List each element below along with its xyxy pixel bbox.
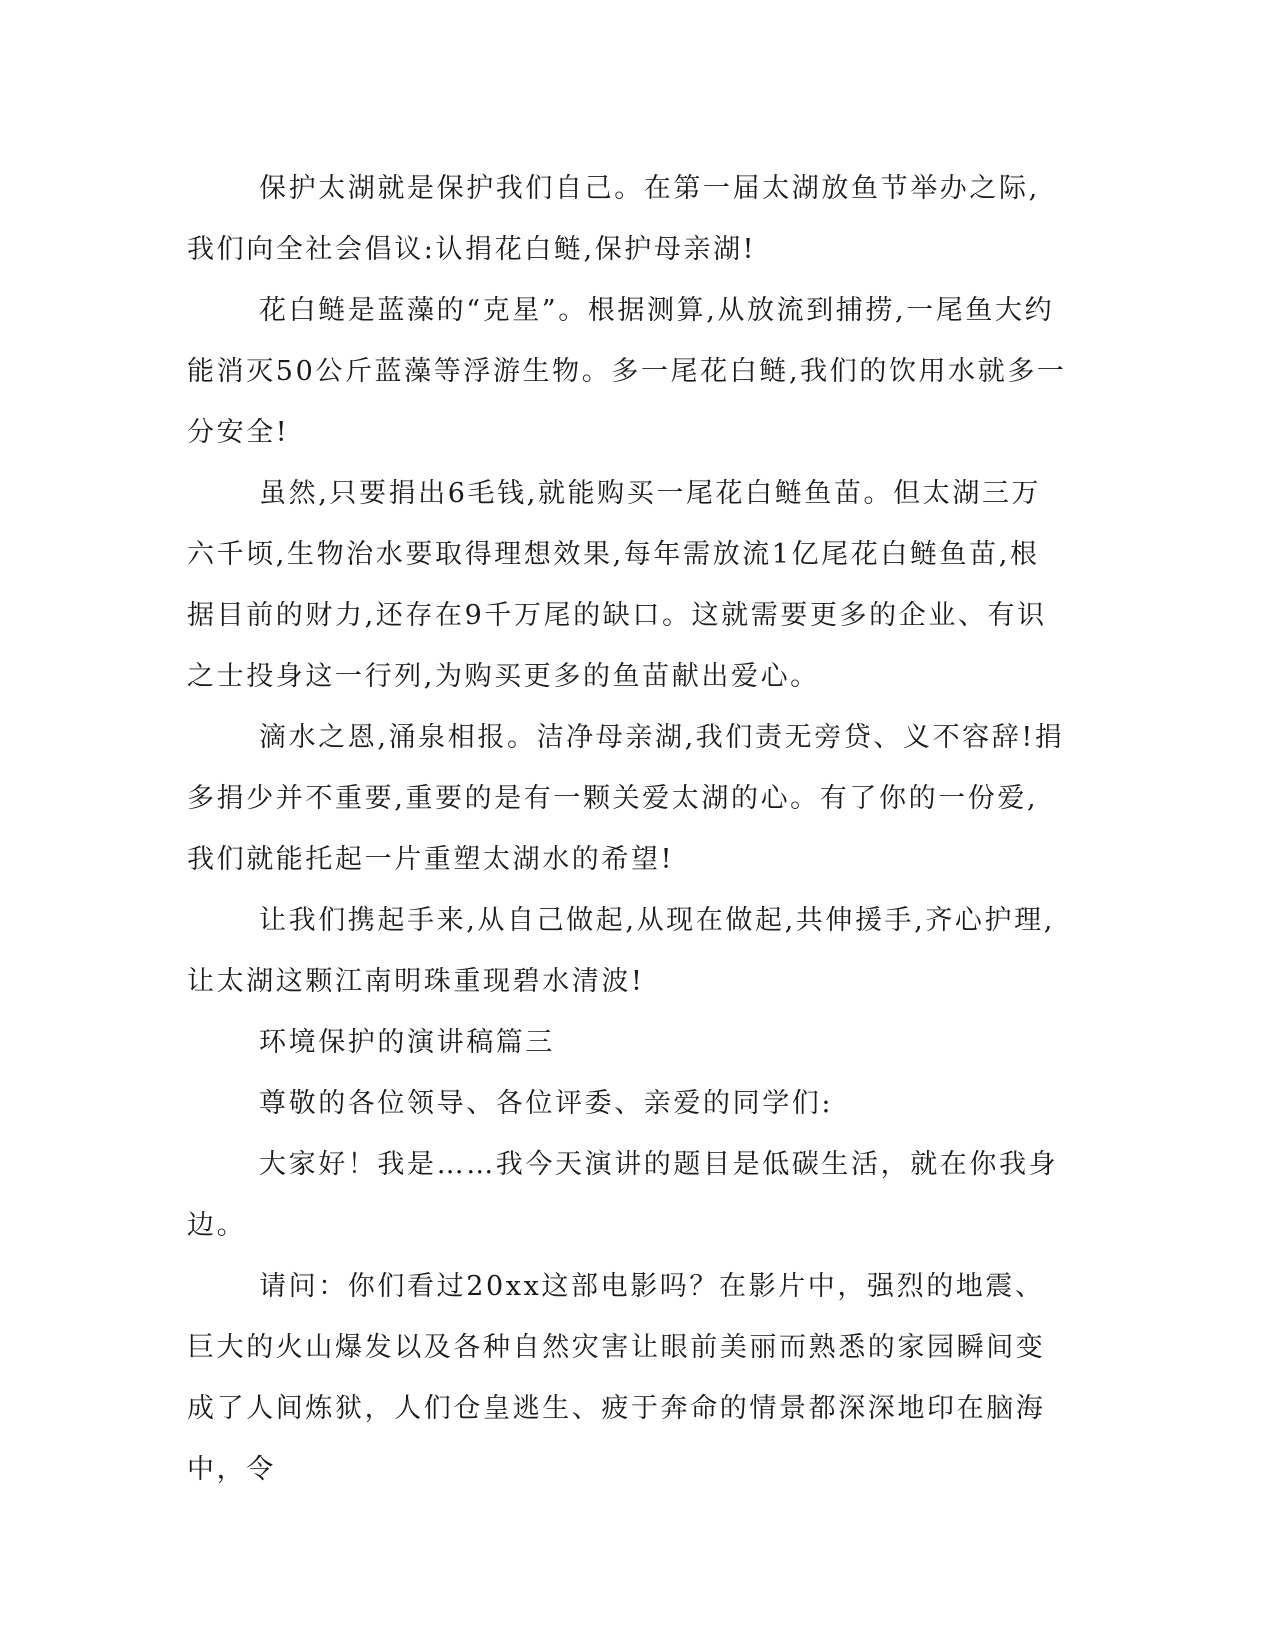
paragraph-silver-carp: 花白鲢是蓝藻的“克星”。根据测算,从放流到捕捞,一尾鱼大约能消灭50公斤蓝藻等浮游生物。多一尾花白鲢,我们的饮用水就多一分安全! — [187, 295, 1067, 448]
section-title: 环境保护的演讲稿篇三 — [259, 1027, 555, 1058]
paragraph-gratitude: 滴水之恩,涌泉相报。洁净母亲湖,我们责无旁贷、义不容辞!捐多捐少并不重要,重要的是有一颗关爱太湖的心。有了你的一份爱,我们就能托起一片重塑太湖水的希望! — [187, 722, 1065, 875]
salutation: 尊敬的各位领导、各位评委、亲爱的同学们: — [259, 1088, 834, 1119]
document-body — [187, 158, 1067, 1500]
greeting-paragraph: 大家好！我是……我今天演讲的题目是低碳生活，就在你我身边。 — [187, 1149, 1059, 1241]
paragraph-protect-taihu: 保护太湖就是保护我们自己。在第一届太湖放鱼节举办之际,我们向全社会倡议:认捐花白鲢,保护母亲湖! — [187, 173, 1040, 265]
paragraph-call-to-action: 让我们携起手来,从自己做起,从现在做起,共伸援手,齐心护理,让太湖这颗江南明珠重现碧水清波! — [187, 905, 1055, 997]
movie-paragraph: 请问：你们看过20xx这部电影吗？在影片中，强烈的地震、巨大的火山爆发以及各种自然灾害让眼前美丽而熟悉的家园瞬间变成了人间炼狱，人们仓皇逃生、疲于奔命的情景都深深地印在脑海中，令 — [187, 1271, 1046, 1485]
paragraph-donation: 虽然,只要捐出6毛钱,就能购买一尾花白鲢鱼苗。但太湖三万六千顷,生物治水要取得理想效果,每年需放流1亿尾花白鲢鱼苗,根据目前的财力,还存在9千万尾的缺口。这就需要更多的企业、有识之士投身这一行列,为购买更多的鱼苗献出爱心。 — [187, 478, 1047, 692]
